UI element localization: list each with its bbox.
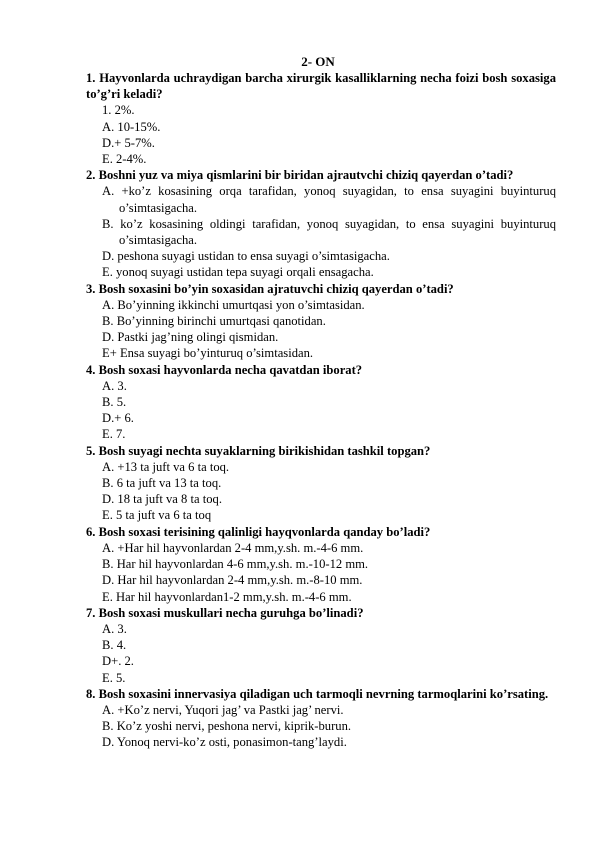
answer-option: E+ Ensa suyagi bo’yinturuq o’simtasidan. [102, 346, 314, 361]
questions-container [86, 70, 556, 751]
question-text: 4. Bosh soxasi hayvonlarda necha qavatdan iborat? [86, 362, 363, 377]
answer-options [86, 102, 556, 167]
question-block [86, 362, 556, 443]
answer-option: B. 5. [102, 395, 127, 410]
question-text: 3. Bosh soxasini bo’yin soxasidan ajratuvchi chiziq qayerdan o’tadi? [86, 281, 454, 296]
answer-options [86, 540, 556, 605]
answer-option: D. peshona suyagi ustidan to ensa suyagi o’simtasigacha. [102, 249, 390, 264]
question-block [86, 443, 556, 524]
answer-option: D.+ 6. [102, 411, 134, 426]
answer-option: B. ko’z kosasining oldingi tarafidan, yonoq suyagidan, to ensa suyagini buyinturuq o’simtasigacha. [102, 216, 556, 248]
question-block [86, 70, 556, 167]
answer-option: A. 3. [102, 378, 127, 393]
question-block [86, 167, 556, 280]
answer-option: D.+ 5-7%. [102, 135, 155, 150]
answer-option: B. Bo’yinning birinchi umurtqasi qanotidan. [102, 314, 326, 329]
question-block [86, 605, 556, 686]
question-text: 8. Bosh soxasini innervasiya qiladigan uch tarmoqli nevrning tarmoqlarini ko’rsating. [86, 686, 549, 701]
answer-option: 1. 2%. [102, 103, 135, 118]
answer-option: A. 10-15%. [102, 119, 161, 134]
answer-option: E. 7. [102, 427, 126, 442]
answer-option: A. 3. [102, 621, 127, 636]
answer-option: B. Ko’z yoshi nervi, peshona nervi, kiprik-burun. [102, 719, 352, 734]
answer-option: B. 4. [102, 638, 127, 653]
question-text: 2. Boshni yuz va miya qismlarini bir biridan ajrautvchi chiziq qayerdan o’tadi? [86, 168, 514, 183]
question-block [86, 281, 556, 362]
answer-option: D. Pastki jag’ning olingi qismidan. [102, 330, 279, 345]
answer-option: B. Har hil hayvonlardan 4-6 mm,y.sh. m.-10-12 mm. [102, 557, 369, 572]
answer-option: B. 6 ta juft va 13 ta toq. [102, 476, 222, 491]
question-block [86, 686, 556, 751]
answer-option: E. 2-4%. [102, 152, 147, 167]
answer-option: E. yonoq suyagi ustidan tepa suyagi orqali ensagacha. [102, 265, 374, 280]
question-text: 6. Bosh soxasi terisining qalinligi hayqvonlarda qanday bo’ladi? [86, 524, 431, 539]
answer-option: A. +ko’z kosasining orqa tarafidan, yonoq suyagidan, to ensa suyagini buyinturuq o’simtasigacha. [102, 184, 556, 215]
answer-options [86, 621, 556, 686]
answer-options [86, 378, 556, 443]
answer-options [86, 459, 556, 524]
answer-option: A. Bo’yinning ikkinchi umurtqasi yon o’simtasidan. [102, 297, 365, 312]
answer-option: E. 5 ta juft va 6 ta toq [102, 508, 212, 523]
question-text: 1. Hayvonlarda uchraydigan barcha xirurgik kasalliklarning necha foizi bosh soxasiga to’g’ri keladi? [86, 71, 556, 102]
answer-option: D. 18 ta juft va 8 ta toq. [102, 492, 222, 507]
question-text: 5. Bosh suyagi nechta suyaklarning birikishidan tashkil topgan? [86, 443, 431, 458]
answer-options [86, 297, 556, 362]
answer-options [86, 183, 556, 280]
answer-option: A. +Ko’z nervi, Yuqori jag’ va Pastki jag’ nervi. [102, 702, 344, 717]
answer-option: D+. 2. [102, 654, 134, 669]
answer-option: D. Yonoq nervi-ko’z osti, ponasimon-tang’laydi. [102, 735, 347, 750]
question-block [86, 524, 556, 605]
answer-option: A. +Har hil hayvonlardan 2-4 mm,y.sh. m.-4-6 mm. [102, 540, 364, 555]
page-title: 2- ON [301, 54, 335, 69]
answer-option: A. +13 ta juft va 6 ta toq. [102, 459, 230, 474]
answer-option: D. Har hil hayvonlardan 2-4 mm,y.sh. m.-8-10 mm. [102, 573, 363, 588]
answer-options [86, 702, 556, 751]
question-text: 7. Bosh soxasi muskullari necha guruhga bo’linadi? [86, 605, 364, 620]
answer-option: E. Har hil hayvonlardan1-2 mm,y.sh. m.-4-6 mm. [102, 589, 352, 604]
answer-option: E. 5. [102, 670, 126, 685]
